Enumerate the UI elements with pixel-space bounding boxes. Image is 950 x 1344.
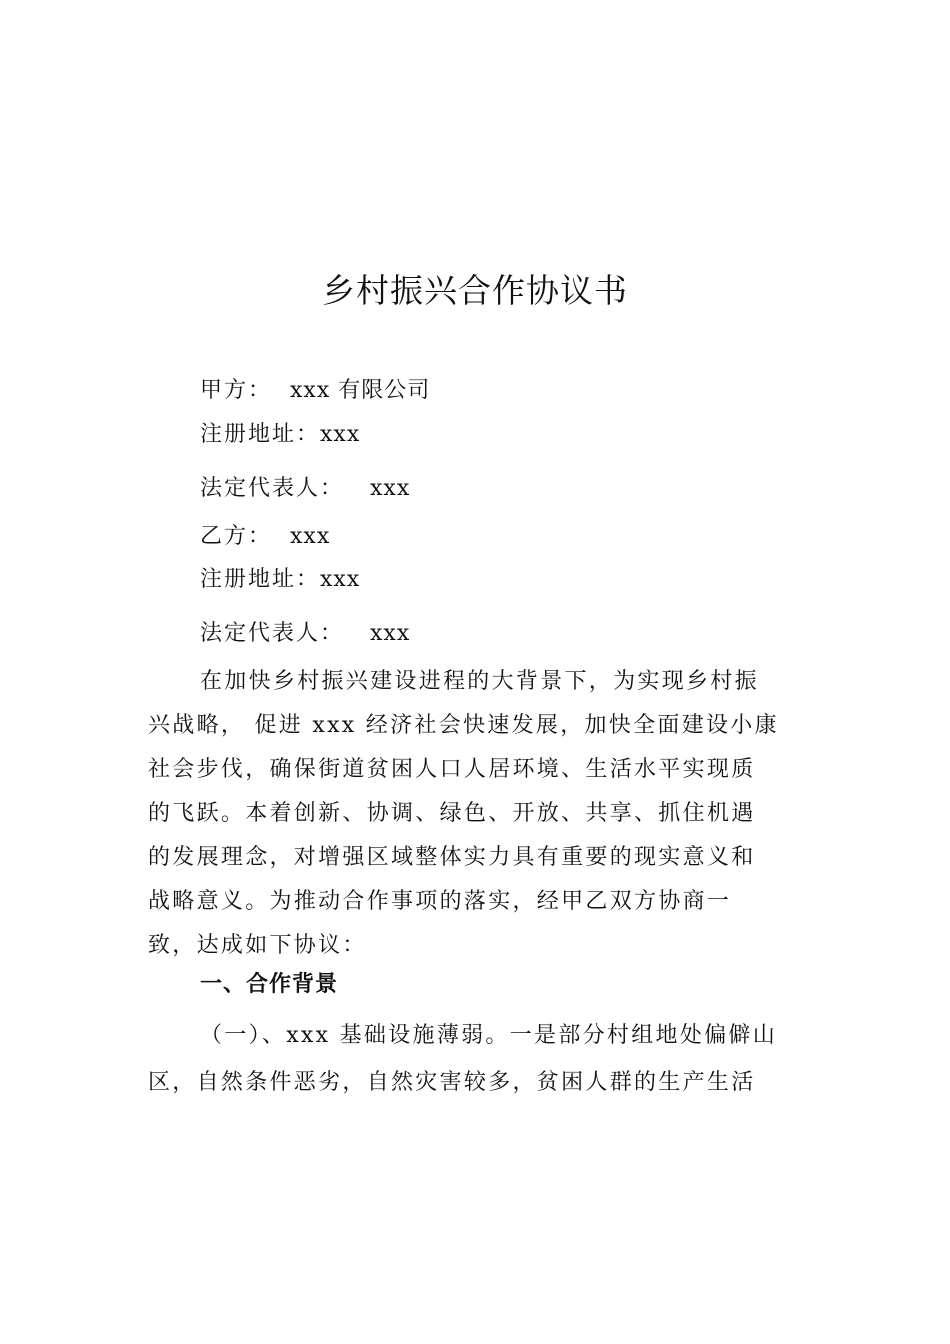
- intro-paragraph-line: 兴战略， 促进 xxx 经济社会快速发展，加快全面建设小康: [148, 713, 779, 738]
- party-a-name: [200, 376, 430, 406]
- party-a-rep-label: 法定代表人：: [200, 476, 345, 501]
- party-a-representative: [200, 474, 410, 504]
- section-paragraph-line: （一）、xxx 基础设施薄弱。一是部分村组地处偏僻山: [200, 1023, 778, 1048]
- party-b-address: [200, 565, 360, 595]
- party-b-address-label: 注册地址：: [200, 567, 321, 592]
- section-paragraph-line: 区，自然条件恶劣，自然灾害较多，贫困人群的生产生活: [148, 1070, 756, 1095]
- intro-paragraph-line: 致，达成如下协议：: [148, 933, 367, 958]
- party-a-address-label: 注册地址：: [200, 422, 321, 447]
- intro-paragraph-line: 在加快乡村振兴建设进程的大背景下，为实现乡村振: [200, 669, 759, 694]
- party-b-representative: [200, 619, 410, 649]
- party-a-name-label: 甲方：: [200, 378, 273, 403]
- party-a-address: [200, 420, 360, 450]
- intro-paragraph-line: 的飞跃。本着创新、协调、绿色、开放、共享、抓住机遇: [148, 801, 756, 826]
- party-a-rep-value: xxx: [370, 476, 411, 501]
- party-b-rep-value: xxx: [370, 621, 411, 646]
- intro-paragraph-line: 社会步伐，确保街道贫困人口人居环境、生活水平实现质: [148, 757, 756, 782]
- section-heading: 一、合作背景: [200, 972, 339, 997]
- party-b-name-label: 乙方：: [200, 524, 273, 549]
- party-b-address-value: xxx: [320, 567, 361, 592]
- party-b-rep-label: 法定代表人：: [200, 621, 345, 646]
- party-a-address-value: xxx: [320, 422, 361, 447]
- intro-paragraph-line: 的发展理念，对增强区域整体实力具有重要的现实意义和: [148, 845, 756, 870]
- party-b-name-value: xxx: [290, 524, 331, 549]
- document-title: 乡村振兴合作协议书: [322, 271, 628, 310]
- intro-paragraph-line: 战略意义。为推动合作事项的落实，经甲乙双方协商一: [148, 889, 732, 914]
- party-b-name: [200, 522, 330, 552]
- party-a-name-value: xxx 有限公司: [290, 378, 431, 403]
